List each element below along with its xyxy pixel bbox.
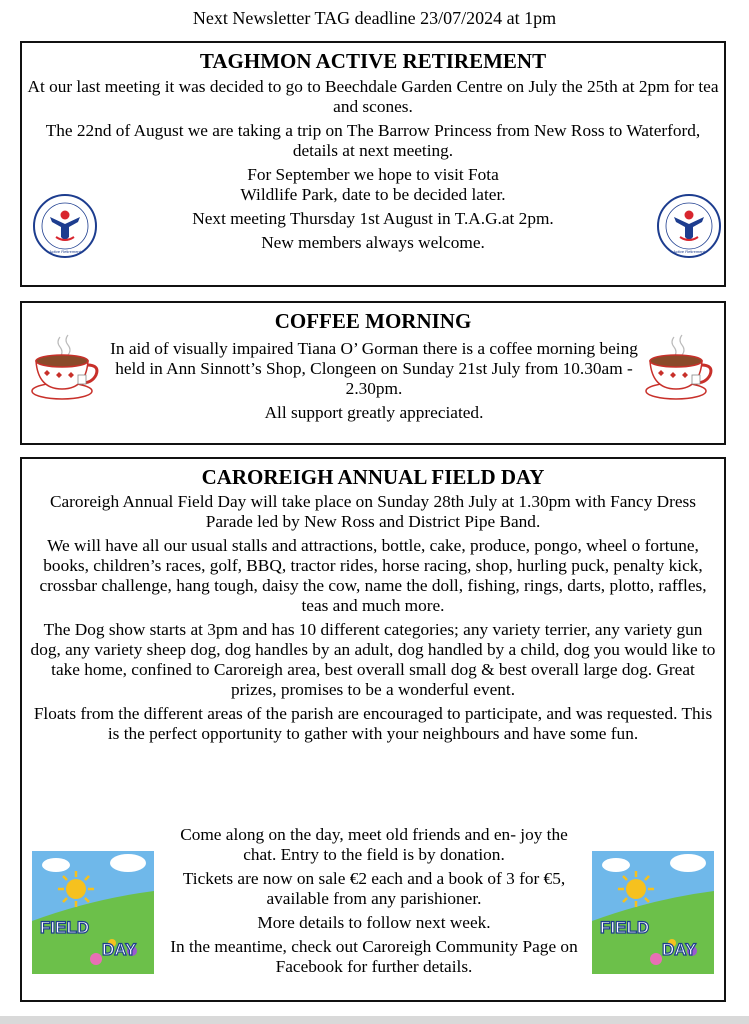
coffee-body	[104, 339, 644, 427]
newsletter-deadline: Next Newsletter TAG deadline 23/07/2024 at 1pm	[192, 8, 557, 28]
field-day-para-1: Caroreigh Annual Field Day will take place on Sunday 28th July at 1.30pm with Fancy Dress Parade led by New Ross and District Pipe Band.	[49, 492, 697, 531]
logo-bottom-text: Active Retirement	[49, 249, 81, 254]
taghmon-para-2: The 22nd of August we are taking a trip on The Barrow Princess from New Ross to Waterford, details at next meeting.	[45, 121, 701, 160]
coffee-para-2: All support greatly appreciated.	[264, 403, 484, 422]
field-day-narrow-para-3: More details to follow next week.	[257, 913, 491, 932]
field-day-body-narrow	[162, 825, 586, 981]
logo-bottom-text: Active Retirement	[673, 249, 705, 254]
taghmon-body	[22, 77, 724, 257]
taghmon-section	[20, 41, 726, 287]
taghmon-para-3: For September we hope to visit Fota Wildlife Park, date to be decided later.	[240, 165, 506, 204]
field-day-body	[28, 492, 718, 748]
teacup-icon-right	[644, 333, 716, 403]
field-day-title: CAROREIGH ANNUAL FIELD DAY	[201, 465, 545, 489]
field-day-image-right	[592, 851, 714, 974]
field-day-narrow-para-1: Come along on the day, meet old friends and en- joy the chat. Entry to the field is by donation.	[180, 825, 568, 864]
field-day-para-4: Floats from the different areas of the parish are encouraged to participate, and was requested. This is the perfect opportunity to gather with your neighbours and have some fun.	[33, 704, 713, 743]
field-day-para-2: We will have all our usual stalls and attractions, bottle, cake, produce, pongo, wheel o fortune, books, children’s races, golf, BBQ, tractor rides, horse racing, shop, hurling puck, penalty kick, crossbar challenge, hang tough, daisy the cow, name the doll, fishing, rings, darts, plotto, raffles, teas and much more.	[39, 536, 707, 615]
field-day-para-3: The Dog show starts at 3pm and has 10 different categories; any variety terrier, any variety gun dog, any variety sheep dog, dog handles by an adult, dog handled by a child, dog you would like to take home, confined to Caroreigh area, best overall small dog & best overall large dog. Great prizes, promises to be a wonderful event.	[30, 620, 716, 699]
coffee-morning-section	[20, 301, 726, 445]
active-retirement-logo-right	[656, 193, 722, 259]
field-word: FIELD	[600, 918, 650, 937]
field-day-narrow-para-4: In the meantime, check out Caroreigh Community Page on Facebook for further details.	[170, 937, 578, 976]
coffee-para-1: In aid of visually impaired Tiana O’ Gorman there is a coffee morning being held in Ann Sinnott’s Shop, Clongeen on Sunday 21st July from 10.30am - 2.30pm.	[110, 339, 638, 398]
field-day-narrow-para-2: Tickets are now on sale €2 each and a book of 3 for €5, available from any parishioner.	[182, 869, 566, 908]
taghmon-title: TAGHMON ACTIVE RETIREMENT	[199, 49, 547, 73]
field-day-section	[20, 457, 726, 1002]
taghmon-para-1: At our last meeting it was decided to go to Beechdale Garden Centre on July the 25th at 2pm for tea and scones.	[27, 77, 719, 116]
taghmon-para-4: Next meeting Thursday 1st August in T.A.G.at 2pm.	[192, 209, 554, 228]
active-retirement-logo-left	[32, 193, 98, 259]
teacup-icon-left	[30, 333, 102, 403]
taghmon-para-5: New members always welcome.	[261, 233, 485, 252]
page-bottom-edge	[0, 1016, 749, 1024]
field-word: FIELD	[40, 918, 90, 937]
day-word: DAY	[662, 940, 697, 959]
day-word: DAY	[102, 940, 137, 959]
field-day-image-left	[32, 851, 154, 974]
coffee-title: COFFEE MORNING	[274, 309, 472, 333]
